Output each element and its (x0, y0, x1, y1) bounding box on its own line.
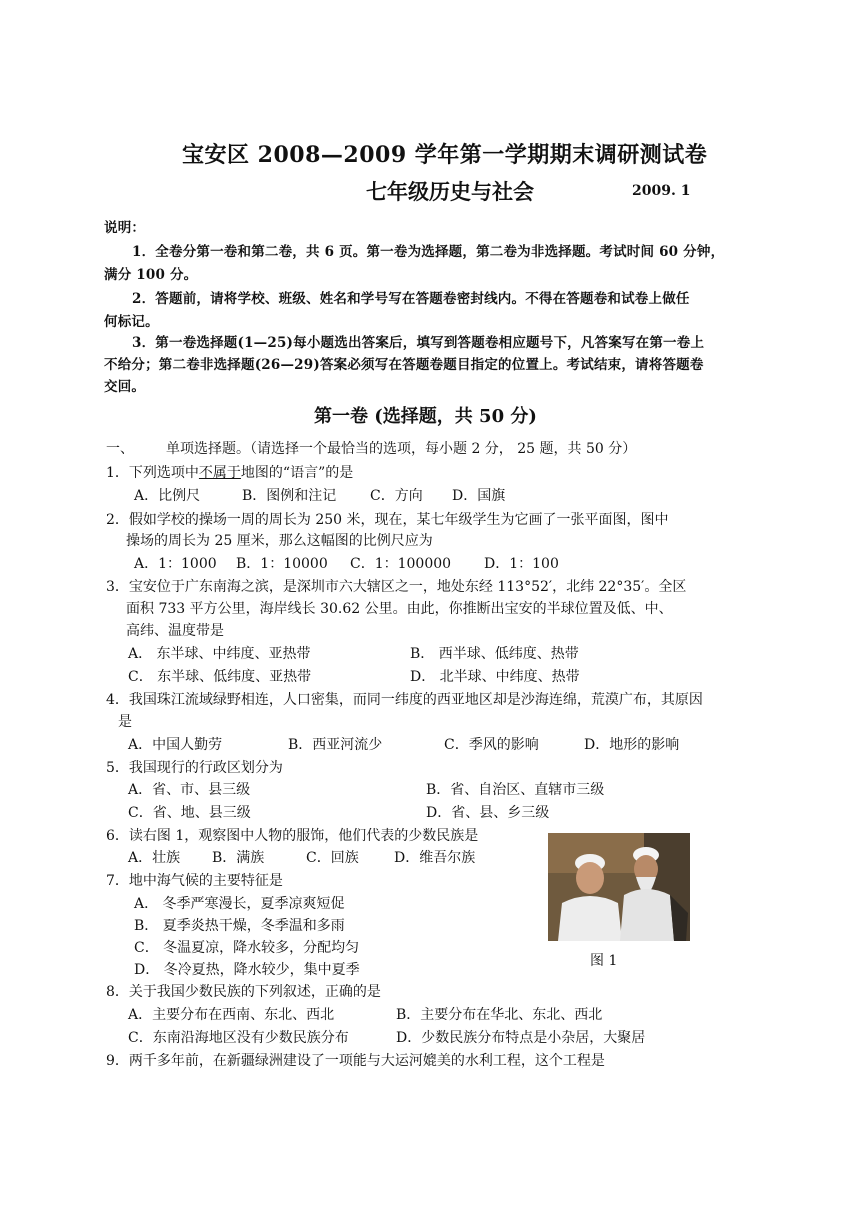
question-4-line-2: 是 (118, 714, 132, 730)
question-5-stem: 5．我国现行的行政区划分为 (106, 760, 283, 776)
question-3-line-1: 3．宝安位于广东南海之滨，是深圳市六大辖区之一，地处东经 113°52′，北纬 22°35′。全区 (106, 579, 687, 595)
q1-option-c: C．方向 (370, 488, 423, 504)
q1-option-b: B．图例和注记 (242, 488, 337, 504)
q7-option-d: D． 冬冷夏热，降水较少，集中夏季 (134, 962, 360, 978)
q6-option-b: B．满族 (212, 850, 265, 866)
exam-title: 宝安区 2008—2009 学年第一学期期末调研测试卷 (182, 142, 708, 168)
q8-option-a: A．主要分布在西南、东北、西北 (128, 1007, 335, 1023)
question-2-line-2: 操场的周长为 25 厘米，那么这幅图的比例尺应为 (126, 533, 433, 549)
q3-option-b: B． 西半球、低纬度、热带 (410, 646, 579, 662)
q1-stem-post: 地图的“语言”的是 (240, 465, 354, 481)
q2-option-b: B．1：10000 (236, 556, 328, 572)
note-3-line-2: 不给分；第二卷非选择题(26—29)答案必须写在答题卷题目指定的位置上。考试结束，请将答题卷 (104, 357, 704, 373)
section-heading-number: 一、 (106, 441, 134, 457)
q7-option-a: A． 冬季严寒漫长，夏季凉爽短促 (134, 896, 345, 912)
q6-option-d: D．维吾尔族 (394, 850, 476, 866)
question-2-line-1: 2．假如学校的操场一周的周长为 250 米，现在，某七年级学生为它画了一张平面图，图中 (106, 512, 669, 528)
q5-option-a: A．省、市、县三级 (128, 782, 251, 798)
q8-option-c: C．东南沿海地区没有少数民族分布 (128, 1030, 349, 1046)
q5-option-c: C．省、地、县三级 (128, 805, 251, 821)
q7-option-b: B． 夏季炎热干燥，冬季温和多雨 (134, 918, 345, 934)
figure-1-caption: 图 1 (590, 953, 618, 969)
q6-option-c: C．回族 (306, 850, 359, 866)
question-6-stem: 6．读右图 1，观察图中人物的服饰，他们代表的少数民族是 (106, 828, 479, 844)
figure-1-illustration (548, 833, 690, 941)
q1-stem-pre: 1．下列选项中 (106, 465, 199, 481)
q3-option-a: A． 东半球、中纬度、亚热带 (128, 646, 311, 662)
q3-option-c: C． 东半球、低纬度、亚热带 (128, 669, 312, 685)
question-3-line-3: 高纬、温度带是 (126, 623, 224, 639)
figure-1-photo (548, 833, 690, 941)
q3-option-d: D． 北半球、中纬度、热带 (410, 669, 580, 685)
question-7-stem: 7．地中海气候的主要特征是 (106, 873, 283, 889)
question-4-line-1: 4．我国珠江流域绿野相连，人口密集，而同一纬度的西亚地区却是沙海连绵，荒漠广布，其原因 (106, 692, 703, 708)
note-1-line-1: 1．全卷分第一卷和第二卷，共 6 页。第一卷为选择题，第二卷为非选择题。考试时间 60 分钟， (132, 244, 725, 260)
note-2-line-2: 何标记。 (104, 314, 159, 330)
question-3-line-2: 面积 733 平方公里，海岸线长 30.62 公里。由此，你推断出宝安的半球位置及低、中、 (126, 601, 673, 617)
exam-subtitle: 七年级历史与社会 (366, 179, 534, 204)
note-1-line-2: 满分 100 分。 (104, 267, 198, 283)
q2-option-c: C．1：100000 (350, 556, 452, 572)
notes-label: 说明： (104, 220, 146, 236)
q5-option-d: D．省、县、乡三级 (426, 805, 550, 821)
q8-option-d: D．少数民族分布特点是小杂居，大聚居 (396, 1030, 646, 1046)
q1-option-a: A．比例尺 (134, 488, 201, 504)
q6-option-a: A．壮族 (128, 850, 181, 866)
q1-stem-underlined: 不属于 (198, 465, 241, 481)
section-heading: 单项选择题。（请选择一个最恰当的选项，每小题 2 分， 25 题，共 50 分） (166, 441, 637, 457)
q7-option-c: C． 冬温夏凉，降水较多，分配均匀 (134, 940, 360, 956)
q1-option-d: D．国旗 (452, 488, 506, 504)
q4-option-d: D．地形的影响 (584, 737, 680, 753)
exam-date: 2009. 1 (632, 183, 691, 199)
q4-option-a: A．中国人勤劳 (128, 737, 223, 753)
q5-option-b: B．省、自治区、直辖市三级 (426, 782, 605, 798)
question-8-stem: 8．关于我国少数民族的下列叙述，正确的是 (106, 984, 381, 1000)
note-3-line-3: 交回。 (104, 379, 146, 395)
note-2-line-1: 2．答题前，请将学校、班级、姓名和学号写在答题卷密封线内。不得在答题卷和试卷上做任 (132, 291, 690, 307)
section-title: 第一卷 (选择题，共 50 分) (314, 406, 537, 427)
q8-option-b: B．主要分布在华北、东北、西北 (396, 1007, 603, 1023)
q2-option-d: D．1：100 (484, 556, 559, 572)
note-3-line-1: 3．第一卷选择题(1—25)每小题选出答案后，填写到答题卷相应题号下，凡答案写在第一卷上 (132, 335, 705, 351)
q2-option-a: A．1：1000 (134, 556, 217, 572)
question-1-stem (106, 462, 353, 482)
q4-option-b: B．西亚河流少 (288, 737, 383, 753)
question-9-stem: 9．两千多年前，在新疆绿洲建设了一项能与大运河媲美的水利工程，这个工程是 (106, 1053, 605, 1069)
q4-option-c: C．季风的影响 (444, 737, 539, 753)
